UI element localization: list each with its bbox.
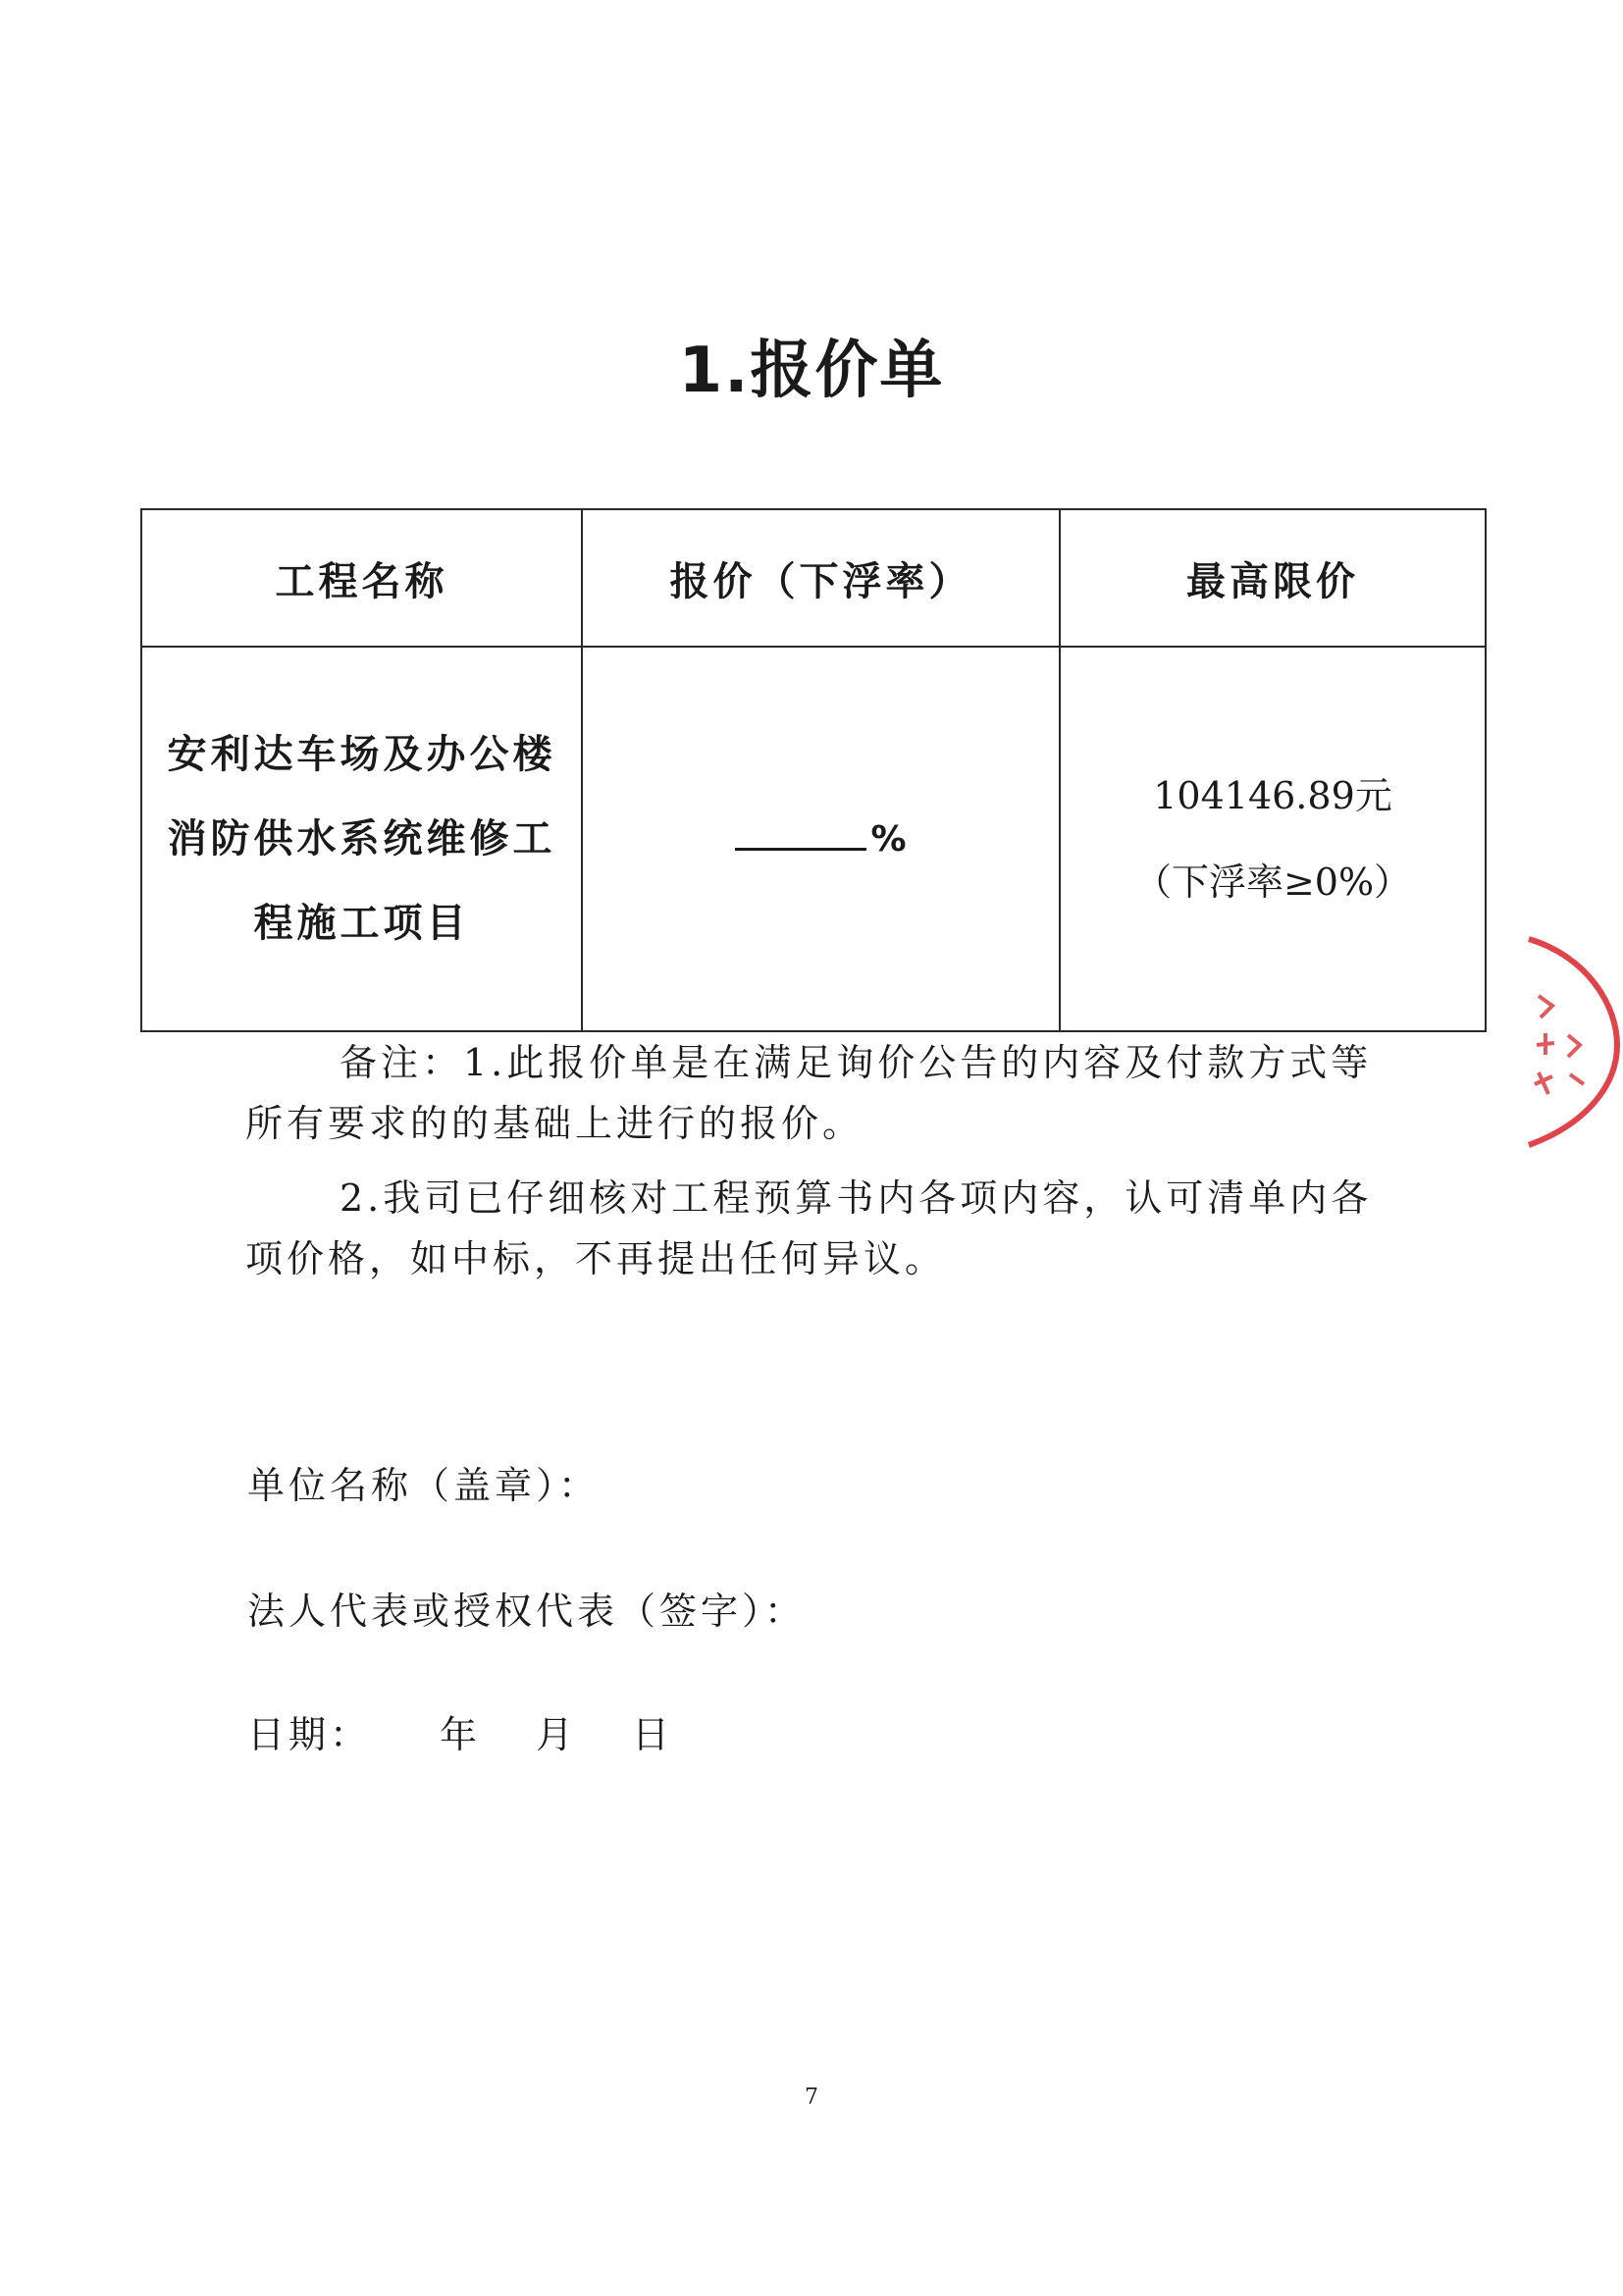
date-field (247, 1713, 673, 1758)
company-seal-partial (1519, 927, 1623, 1153)
date-year: 年 (440, 1713, 482, 1756)
rate-percent-sign: % (870, 819, 907, 860)
quote-table (140, 508, 1487, 1032)
header-project-name: 工程名称 (141, 509, 582, 647)
note-2: 2.我司已仔细核对工程预算书内各项内容，认可清单内各项价格，如中标，不再提出任何异议。 (245, 1176, 1373, 1280)
max-price-amount: 104146.89元 (1153, 774, 1392, 817)
project-name-cell (141, 647, 582, 1031)
project-name-line: 安利达车场及办公楼 (167, 732, 556, 777)
date-month: 月 (536, 1713, 578, 1756)
seal-stamp-icon (1519, 927, 1623, 1153)
rate-blank-field[interactable] (735, 818, 866, 851)
header-max-price: 最高限价 (1060, 509, 1486, 647)
project-name-line: 消防供水系统维修工 (167, 816, 556, 861)
note-1: 备注：1.此报价单是在满足询价公告的内容及付款方式等所有要求的的基础上进行的报价。 (245, 1041, 1373, 1145)
max-price-cell (1060, 647, 1486, 1031)
page-number: 7 (805, 2085, 818, 2110)
company-name-field: 单位名称（盖章）： (247, 1464, 601, 1507)
document-title: 1.报价单 (678, 335, 945, 407)
quote-rate-cell (582, 647, 1060, 1031)
project-name-line: 程施工项目 (253, 901, 470, 946)
max-price-note: （下浮率≥0%） (1133, 861, 1412, 904)
date-day: 日 (632, 1713, 674, 1756)
notes-section (245, 1032, 1388, 1303)
header-quote: 报价（下浮率） (582, 509, 1060, 647)
date-label: 日期： (247, 1713, 372, 1756)
table-row (141, 647, 1486, 1031)
table-header-row (141, 509, 1486, 647)
representative-signature-field: 法人代表或授权代表（签字）： (247, 1590, 807, 1633)
